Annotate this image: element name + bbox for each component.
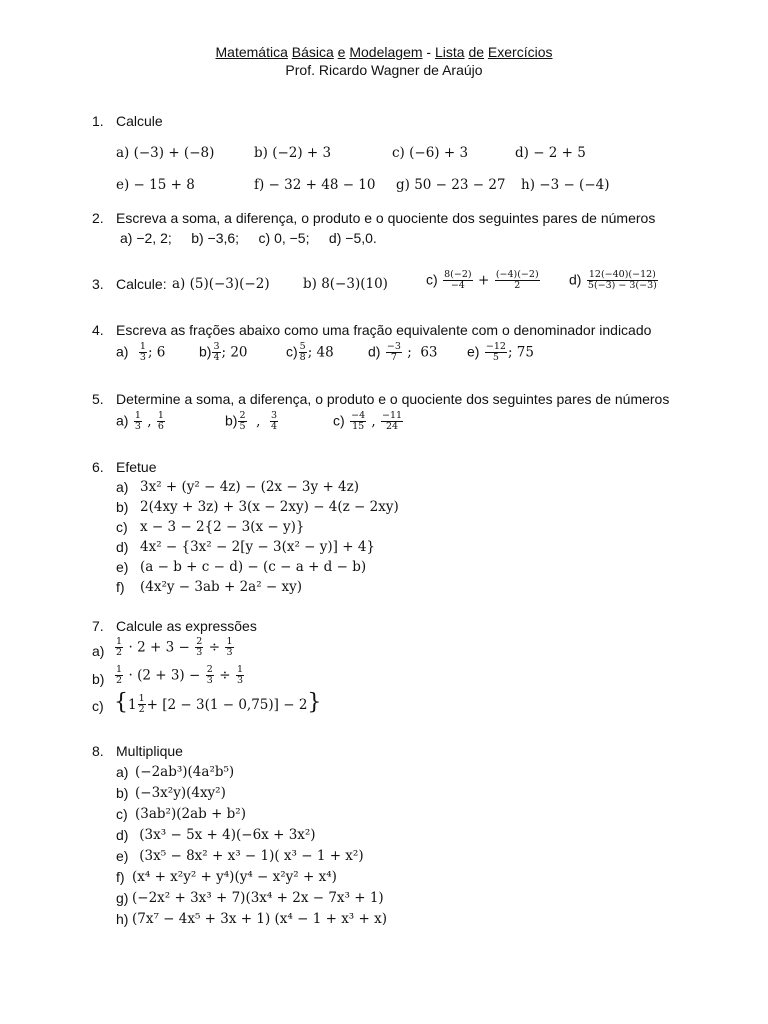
item-label: b): [92, 671, 105, 687]
q4-item-b: [199, 342, 248, 363]
question-label: Calcule: [116, 113, 163, 129]
item-label: e): [116, 848, 129, 864]
question-label: Determine a soma, a diferença, o produto e o quociente dos seguintes pares de números: [116, 391, 670, 407]
item-label: a): [92, 643, 105, 659]
fraction: [238, 411, 246, 432]
fraction: [225, 637, 233, 658]
fraction: [206, 665, 214, 686]
numerator: −3: [386, 341, 401, 352]
q8-expression-d: (3x³ − 5x + 4)(−6x + 3x²): [135, 827, 316, 843]
denominator: 5: [239, 421, 246, 432]
numerator: 2: [239, 410, 246, 421]
q8-expression-b: (−3x²y)(4xy²): [135, 785, 226, 801]
question-number: 7.: [92, 618, 104, 634]
numerator: 1: [237, 664, 244, 675]
open-brace: {: [114, 690, 128, 715]
denominator: 15: [352, 421, 365, 432]
item-label: e): [116, 559, 129, 575]
q6-expression-a: 3x² + (y² − 4z) − (2x − 3y + 4z): [140, 479, 360, 495]
q4-item-a: [116, 342, 165, 363]
q1-item-g: g) 50 − 23 − 27: [396, 177, 506, 193]
denominator: 3: [206, 675, 213, 686]
expression-part: · 2 + 3 −: [128, 639, 190, 656]
item-label: c): [426, 271, 438, 288]
denominator: 3: [196, 647, 203, 658]
title-word: -: [426, 44, 432, 60]
question-label: Multiplique: [116, 743, 183, 759]
fraction: [115, 665, 123, 686]
q3-item-d: [569, 270, 659, 291]
numerator: 5: [299, 341, 306, 352]
q8-expression-e: (3x⁵ − 8x² + x³ − 1)( x³ − 1 + x²): [135, 848, 364, 864]
title-word: e: [337, 44, 346, 60]
item-label: d): [116, 827, 129, 843]
q6-expression-d: 4x² − {3x² − 2[y − 3(x² − y)] + 4}: [140, 539, 375, 555]
integer-part: 1: [128, 697, 137, 713]
item-label: b): [199, 343, 212, 360]
item-label: f): [116, 869, 125, 885]
target-denominator: ; 20: [221, 344, 248, 361]
denominator: 4: [213, 352, 220, 363]
question-label: Escreva a soma, a diferença, o produto e o quociente dos seguintes pares de números: [116, 210, 656, 226]
q6-expression-e: (a − b + c − d) − (c − a + d − b): [140, 559, 367, 575]
plus-sign: +: [478, 272, 490, 289]
denominator: 7: [390, 352, 397, 363]
item-label: b): [225, 412, 238, 429]
numerator: 1: [116, 636, 123, 647]
fraction: [381, 411, 403, 432]
item-label: c): [92, 698, 104, 714]
denominator: 8: [299, 352, 306, 363]
numerator: 3: [213, 341, 220, 352]
item-label: c): [333, 412, 345, 429]
target-denominator: ; 6: [147, 344, 166, 361]
page-subtitle: Prof. Ricardo Wagner de Araújo: [285, 62, 483, 78]
numerator: −12: [485, 341, 506, 352]
q7-expression-b: [114, 665, 245, 686]
title-word: Matemática: [215, 44, 288, 60]
q6-expression-f: (4x²y − 3ab + 2a² − xy): [140, 579, 303, 595]
fraction: [157, 411, 165, 432]
fraction: [236, 665, 244, 686]
q7-expression-c: [114, 690, 321, 715]
separator: ,: [247, 413, 269, 430]
q3-item-c: [426, 270, 541, 291]
fraction: [386, 342, 402, 363]
denominator: 24: [386, 421, 399, 432]
q8-expression-a: (−2ab³)(4a²b⁵): [135, 764, 235, 780]
question-label: Efetue: [116, 459, 157, 475]
fraction: [139, 342, 147, 363]
title-word: de: [468, 44, 485, 60]
question-label: Calcule as expressões: [116, 618, 257, 634]
question-number: 3.: [92, 276, 104, 292]
denominator: 3: [237, 675, 244, 686]
fraction: [485, 342, 507, 363]
fraction: [495, 270, 540, 291]
target-denominator: ; 75: [507, 344, 534, 361]
denominator: 5(−3) − 3(−3): [587, 280, 657, 291]
item-label: c): [116, 519, 128, 535]
numerator: 2: [196, 636, 203, 647]
item-label: d): [368, 343, 381, 360]
item-label: d): [116, 539, 129, 555]
q1-item-e: e) − 15 + 8: [116, 177, 195, 193]
q1-item-h: h) −3 − (−4): [521, 177, 610, 193]
q1-item-a: a) (−3) + (−8): [116, 145, 215, 161]
item-label: c): [286, 343, 298, 360]
fraction: [587, 270, 658, 291]
separator: ,: [142, 413, 156, 430]
question-number: 8.: [92, 743, 104, 759]
q4-item-c: [286, 342, 334, 363]
q3-item-a: a) (5)(−3)(−2): [172, 276, 270, 292]
numerator: 12(−40)(−12): [588, 269, 656, 280]
denominator: 4: [270, 421, 278, 432]
numerator: (−4)(−2): [495, 269, 539, 280]
item-label: a): [116, 343, 129, 360]
close-brace: }: [307, 690, 322, 715]
numerator: 1: [226, 636, 233, 647]
denominator: 2: [514, 280, 521, 291]
item-label: g): [116, 890, 129, 906]
numerator: 2: [206, 664, 213, 675]
denominator: 3: [139, 352, 146, 363]
fraction: [115, 637, 123, 658]
numerator: −4: [351, 410, 366, 421]
denominator: 2: [116, 675, 123, 686]
question-number: 2.: [92, 210, 104, 226]
q1-item-f: f) − 32 + 48 − 10: [254, 177, 376, 193]
item-label: h): [116, 911, 129, 927]
denominator: 2: [138, 704, 145, 716]
item-label: e): [467, 343, 480, 360]
target-denominator: ; 63: [402, 344, 438, 361]
question-number: 1.: [92, 113, 104, 129]
expression-part: · (2 + 3) −: [128, 667, 201, 684]
q1-item-b: b) (−2) + 3: [254, 145, 332, 161]
item-label: a): [116, 412, 129, 429]
title-word: Básica: [291, 44, 334, 60]
title-word: Lista: [434, 44, 465, 60]
target-denominator: ; 48: [307, 344, 334, 361]
question-number: 6.: [92, 459, 104, 475]
numerator: 1: [134, 410, 141, 421]
denominator: 5: [492, 352, 499, 363]
q7-expression-a: [114, 637, 235, 658]
q3-item-b: b) 8(−3)(10): [303, 276, 388, 292]
fraction: [299, 342, 307, 363]
numerator: 1: [139, 341, 146, 352]
question-label: Calcule:: [116, 276, 167, 292]
q1-item-d: d) − 2 + 5: [515, 145, 586, 161]
q4-item-e: [467, 342, 534, 363]
item-label: a): [116, 479, 129, 495]
numerator: 1: [116, 664, 123, 675]
question-number: 4.: [92, 322, 104, 338]
item-label: a): [116, 764, 129, 780]
expression-part: + [2 − 3(1 − 0,75)] − 2: [146, 697, 308, 713]
q8-expression-g: (−2x² + 3x³ + 7)(3x⁴ + 2x − 7x³ + 1): [132, 890, 384, 906]
q8-expression-c: (3ab²)(2ab + b²): [135, 806, 246, 822]
denominator: −4: [450, 280, 465, 291]
q8-expression-h: (7x⁷ − 4x⁵ + 3x + 1) (x⁴ − 1 + x³ + x): [132, 911, 387, 927]
q6-expression-b: 2(4xy + 3z) + 3(x − 2xy) − 4(z − 2xy): [140, 499, 399, 515]
item-label: b): [116, 785, 129, 801]
title-word: Exercícios: [487, 44, 553, 60]
item-label: b): [116, 499, 129, 515]
fraction: [270, 411, 278, 432]
numerator: −11: [382, 410, 403, 421]
question-number: 5.: [92, 391, 104, 407]
item-label: d): [569, 271, 582, 288]
denominator: 3: [226, 647, 233, 658]
q1-item-c: c) (−6) + 3: [392, 145, 469, 161]
numerator: 1: [157, 410, 164, 421]
q2-items: a) −2, 2; b) −3,6; c) 0, −5; d) −5,0.: [120, 230, 377, 246]
separator: ,: [367, 413, 381, 430]
divide-sign: ÷: [219, 667, 231, 684]
q6-expression-c: x − 3 − 2{2 − 3(x − y)}: [140, 519, 305, 535]
numerator: 8(−2): [444, 269, 472, 280]
fraction: [443, 270, 472, 291]
numerator: 3: [270, 410, 278, 421]
fraction: [134, 411, 142, 432]
denominator: 2: [116, 647, 123, 658]
q4-item-d: [368, 342, 438, 363]
q5-item-a: [116, 411, 166, 432]
denominator: 6: [157, 421, 164, 432]
title-word: Modelagem: [349, 44, 423, 60]
page-title: [0, 44, 768, 60]
q5-item-b: [225, 411, 279, 432]
fraction: [212, 342, 220, 363]
fraction: [350, 411, 366, 432]
q8-expression-f: (x⁴ + x²y² + y⁴)(y⁴ − x²y² + x⁴): [132, 869, 337, 885]
fraction: [138, 694, 146, 715]
numerator: 1: [138, 693, 145, 705]
fraction: [195, 637, 203, 658]
denominator: 3: [134, 421, 141, 432]
item-label: c): [116, 806, 128, 822]
question-label: Escreva as frações abaixo como uma fração equivalente com o denominador indicado: [116, 322, 652, 338]
item-label: f): [116, 579, 125, 595]
divide-sign: ÷: [208, 639, 221, 656]
q5-item-c: [333, 411, 404, 432]
